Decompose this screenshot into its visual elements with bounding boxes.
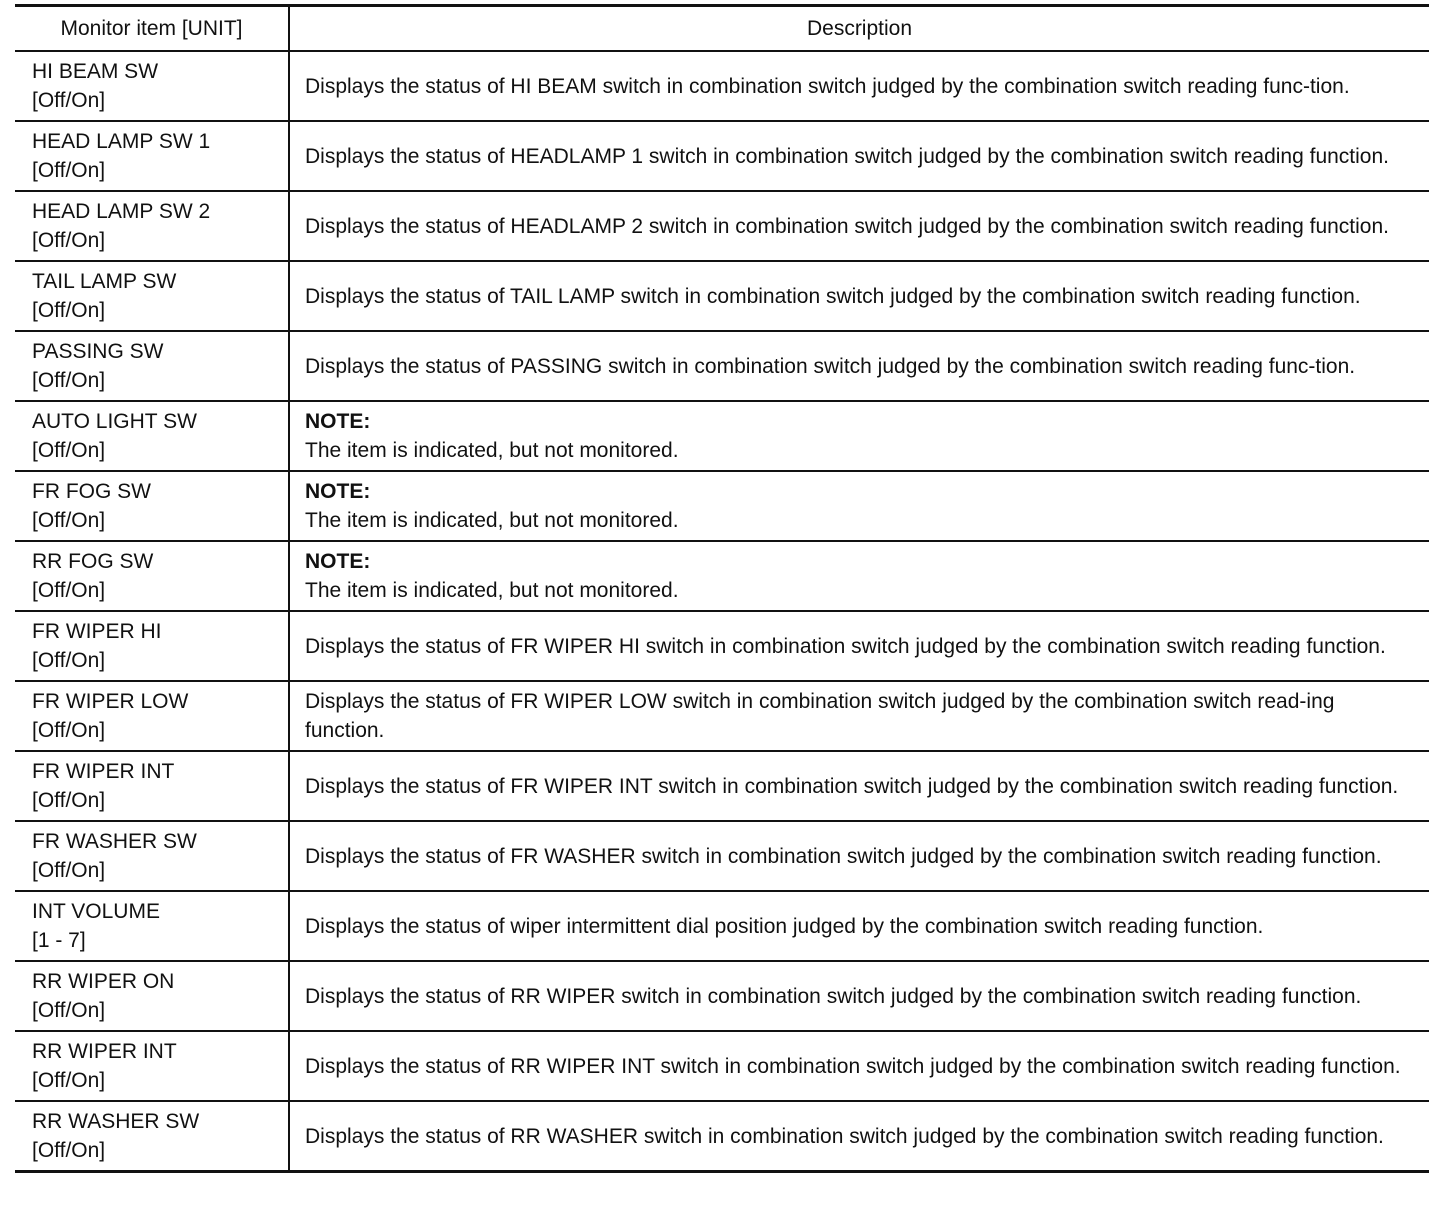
monitor-item-name: HEAD LAMP SW 2 (32, 200, 211, 223)
monitor-item-name: RR WIPER INT (32, 1040, 177, 1063)
monitor-item-name: INT VOLUME (32, 900, 160, 923)
description-cell (289, 611, 1429, 681)
monitor-item-unit: [Off/On] (32, 859, 106, 882)
monitor-item-cell (15, 751, 289, 821)
monitor-item-name: RR WIPER ON (32, 970, 175, 993)
description-cell (289, 821, 1429, 891)
table-row (15, 821, 1429, 891)
monitor-item-cell (15, 191, 289, 261)
monitor-item-name: HEAD LAMP SW 1 (32, 130, 211, 153)
monitor-item-cell (15, 1031, 289, 1101)
monitor-item-cell (15, 891, 289, 961)
description-cell (289, 121, 1429, 191)
monitor-item-name: TAIL LAMP SW (32, 270, 177, 293)
description-cell (289, 1101, 1429, 1172)
note-text: The item is indicated, but not monitored. (305, 439, 679, 462)
monitor-item-unit: [1 - 7] (32, 929, 86, 952)
monitor-item-cell (15, 331, 289, 401)
monitor-item-unit: [Off/On] (32, 1139, 106, 1162)
table-row (15, 891, 1429, 961)
monitor-item-name: FR WIPER INT (32, 760, 175, 783)
monitor-item-cell (15, 681, 289, 751)
description-text: Displays the status of HI BEAM switch in combination switch judged by the combination switch reading func-tion. (305, 74, 1350, 98)
description-cell (289, 331, 1429, 401)
monitor-item-unit: [Off/On] (32, 789, 106, 812)
monitor-item-cell (15, 51, 289, 121)
description-cell (289, 751, 1429, 821)
description-text: Displays the status of HEADLAMP 1 switch in combination switch judged by the combination switch reading function. (305, 144, 1389, 168)
monitor-item-unit: [Off/On] (32, 299, 106, 322)
monitor-item-name: AUTO LIGHT SW (32, 410, 197, 433)
monitor-item-unit: [Off/On] (32, 1069, 106, 1092)
table-row (15, 681, 1429, 751)
note-text: The item is indicated, but not monitored. (305, 509, 679, 532)
description-text: Displays the status of PASSING switch in combination switch judged by the combination switch reading func-tion. (305, 354, 1356, 378)
monitor-item-unit: [Off/On] (32, 229, 106, 252)
monitor-item-name: FR WIPER HI (32, 620, 162, 643)
description-text: Displays the status of RR WIPER INT switch in combination switch judged by the combination switch reading function. (305, 1054, 1401, 1078)
description-text: Displays the status of RR WIPER switch in combination switch judged by the combination switch reading function. (305, 984, 1362, 1008)
monitor-item-cell (15, 261, 289, 331)
monitor-item-unit: [Off/On] (32, 649, 106, 672)
table-row (15, 961, 1429, 1031)
description-cell (289, 961, 1429, 1031)
description-text: Displays the status of FR WASHER switch in combination switch judged by the combination switch reading function. (305, 844, 1382, 868)
monitor-item-unit: [Off/On] (32, 719, 106, 742)
description-cell (289, 401, 1429, 471)
monitor-item-cell (15, 541, 289, 611)
monitor-item-cell (15, 471, 289, 541)
table-row (15, 331, 1429, 401)
description-cell (289, 51, 1429, 121)
monitor-item-unit: [Off/On] (32, 89, 106, 112)
monitor-item-cell (15, 121, 289, 191)
table-row (15, 51, 1429, 121)
description-cell (289, 681, 1429, 751)
monitor-item-unit: [Off/On] (32, 369, 106, 392)
note-label: NOTE: (305, 550, 371, 573)
table-row (15, 1031, 1429, 1101)
description-cell (289, 891, 1429, 961)
note-text: The item is indicated, but not monitored. (305, 579, 679, 602)
monitor-item-name: HI BEAM SW (32, 60, 159, 83)
monitor-item-unit: [Off/On] (32, 159, 106, 182)
note-label: NOTE: (305, 480, 371, 503)
description-text: Displays the status of TAIL LAMP switch in combination switch judged by the combination switch reading function. (305, 284, 1361, 308)
table-row (15, 471, 1429, 541)
monitor-item-name: FR WASHER SW (32, 830, 197, 853)
monitor-item-name: RR FOG SW (32, 550, 154, 573)
description-text: Displays the status of HEADLAMP 2 switch in combination switch judged by the combination switch reading function. (305, 214, 1389, 238)
table-row (15, 261, 1429, 331)
note-label: NOTE: (305, 410, 371, 433)
table-row (15, 541, 1429, 611)
monitor-item-unit: [Off/On] (32, 999, 106, 1022)
monitor-item-cell (15, 821, 289, 891)
description-cell (289, 261, 1429, 331)
monitor-item-unit: [Off/On] (32, 509, 106, 532)
table-row (15, 751, 1429, 821)
table-body (15, 51, 1429, 1172)
monitor-item-name: PASSING SW (32, 340, 164, 363)
table-row (15, 121, 1429, 191)
monitor-item-table (15, 4, 1429, 1173)
description-text: Displays the status of RR WASHER switch in combination switch judged by the combination switch reading function. (305, 1124, 1384, 1148)
description-cell (289, 191, 1429, 261)
description-text: Displays the status of FR WIPER LOW switch in combination switch judged by the combination switch read-ing function. (305, 690, 1335, 742)
description-text: Displays the status of wiper intermittent dial position judged by the combination switch reading function. (305, 914, 1264, 938)
monitor-item-unit: [Off/On] (32, 579, 106, 602)
table-header (15, 6, 1429, 52)
table-row (15, 191, 1429, 261)
description-text: Displays the status of FR WIPER HI switch in combination switch judged by the combination switch reading function. (305, 634, 1386, 658)
header-row (15, 6, 1429, 52)
monitor-item-cell (15, 611, 289, 681)
description-text: Displays the status of FR WIPER INT switch in combination switch judged by the combination switch reading function. (305, 774, 1399, 798)
table-row (15, 1101, 1429, 1172)
table-row (15, 611, 1429, 681)
monitor-item-name: FR FOG SW (32, 480, 151, 503)
monitor-item-name: FR WIPER LOW (32, 690, 189, 713)
monitor-item-cell (15, 1101, 289, 1172)
monitor-item-unit: [Off/On] (32, 439, 106, 462)
column-header-monitor-item: Monitor item [UNIT] (15, 6, 289, 52)
column-header-description: Description (289, 6, 1429, 52)
description-cell (289, 1031, 1429, 1101)
description-cell (289, 541, 1429, 611)
monitor-item-cell (15, 961, 289, 1031)
monitor-item-cell (15, 401, 289, 471)
description-cell (289, 471, 1429, 541)
monitor-item-name: RR WASHER SW (32, 1110, 200, 1133)
table-row (15, 401, 1429, 471)
